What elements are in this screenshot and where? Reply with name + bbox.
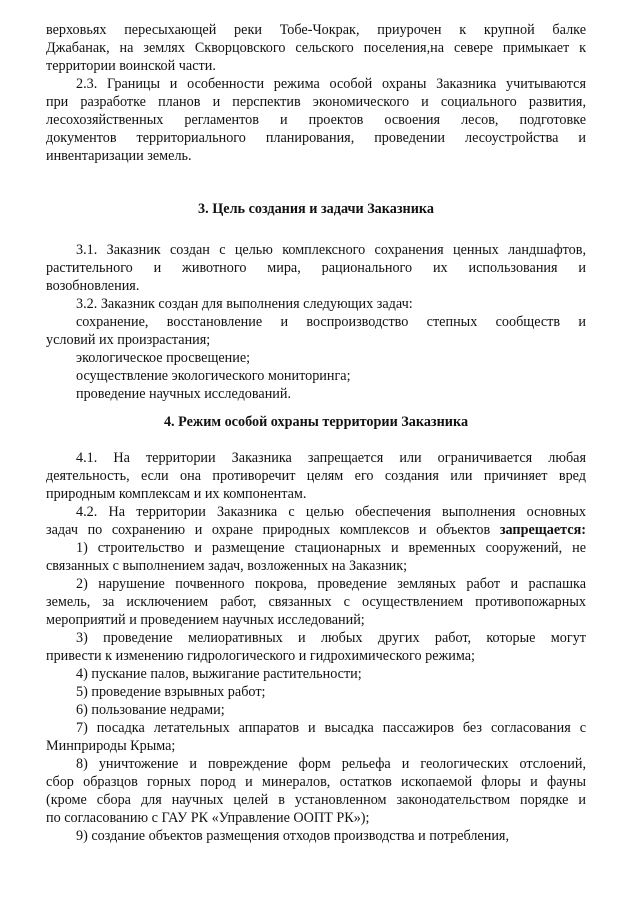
text-line: земель, за исключением работ, связанных с осуществлением противопожарных: [46, 594, 586, 610]
text-line: деятельность, если она противоречит целям его создания или причиняет вред: [46, 468, 586, 484]
text-line: 4.1. На территории Заказника запрещается или ограничивается любая: [76, 450, 586, 466]
text-line: территории воинской части.: [46, 58, 216, 74]
text-line: верховьях пересыхающей реки Тобе-Чокрак, приурочен к крупной балке: [46, 22, 586, 38]
text-line: Джабанак, на землях Скворцовского сельского поселения,на севере примыкает к: [46, 40, 586, 56]
text-line: природным комплексам и их компонентам.: [46, 486, 307, 502]
text-line: растительного и животного мира, рационального их использования и: [46, 260, 586, 276]
text-line: сбор образцов горных пород и минералов, остатков ископаемой флоры и фауны: [46, 774, 586, 790]
text-line: связанных с выполнением задач, возложенных на Заказник;: [46, 558, 408, 574]
text-line: лесохозяйственных регламентов и проектов освоения лесов, подготовке: [46, 112, 586, 128]
text-line: осуществление экологического мониторинга;: [76, 368, 351, 384]
text-line: 3.1. Заказник создан с целью комплексного сохранения ценных ландшафтов,: [76, 242, 586, 258]
text-line: (кроме сбора для научных целей в установленном законодательством порядке и: [46, 792, 586, 808]
text-line: 6) пользование недрами;: [76, 702, 225, 718]
text-line: 5) проведение взрывных работ;: [76, 684, 266, 700]
text-line: документов территориального планирования, проведении лесоустройства и: [46, 130, 586, 146]
text-line-part: задач по сохранению и охране природных комплексов и объектов: [46, 522, 491, 538]
text-line: 1) строительство и размещение стационарных и временных сооружений, не: [76, 540, 586, 556]
text-line: Минприроды Крыма;: [46, 738, 176, 754]
text-line: [46, 522, 586, 539]
text-line: 4.2. На территории Заказника с целью обеспечения выполнения основных: [76, 504, 586, 520]
text-line: 2.3. Границы и особенности режима особой охраны Заказника учитываются: [76, 76, 586, 92]
text-line: условий их произрастания;: [46, 332, 211, 348]
text-line: при разработке планов и перспектив экономического и социального развития,: [46, 94, 586, 110]
text-line: 3) проведение мелиоративных и любых других работ, которые могут: [76, 630, 586, 646]
prohibited-keyword: запрещается:: [499, 522, 586, 538]
text-line: проведение научных исследований.: [76, 386, 292, 402]
section-heading: 4. Режим особой охраны территории Заказника: [163, 414, 469, 430]
text-line: 9) создание объектов размещения отходов производства и потребления,: [76, 828, 509, 844]
text-line: экологическое просвещение;: [76, 350, 251, 366]
section-heading: 3. Цель создания и задачи Заказника: [198, 201, 434, 217]
text-line: привести к изменению гидрологического и гидрохимического режима;: [46, 648, 476, 664]
text-line: 8) уничтожение и повреждение форм рельефа и геологических отслоений,: [76, 756, 586, 772]
text-line: мероприятий и проведением научных исследований;: [46, 612, 365, 628]
text-line: 3.2. Заказник создан для выполнения следующих задач:: [76, 296, 413, 312]
text-line: 2) нарушение почвенного покрова, проведение земляных работ и распашка: [76, 576, 586, 592]
text-line: инвентаризации земель.: [46, 148, 192, 164]
text-line: 7) посадка летательных аппаратов и высадка пассажиров без согласования с: [76, 720, 586, 736]
text-line: по согласованию с ГАУ РК «Управление ООПТ РК»);: [46, 810, 370, 826]
text-line: сохранение, восстановление и воспроизводство степных сообществ и: [76, 314, 586, 330]
text-line: 4) пускание палов, выжигание растительности;: [76, 666, 362, 682]
text-line: возобновления.: [46, 278, 140, 294]
